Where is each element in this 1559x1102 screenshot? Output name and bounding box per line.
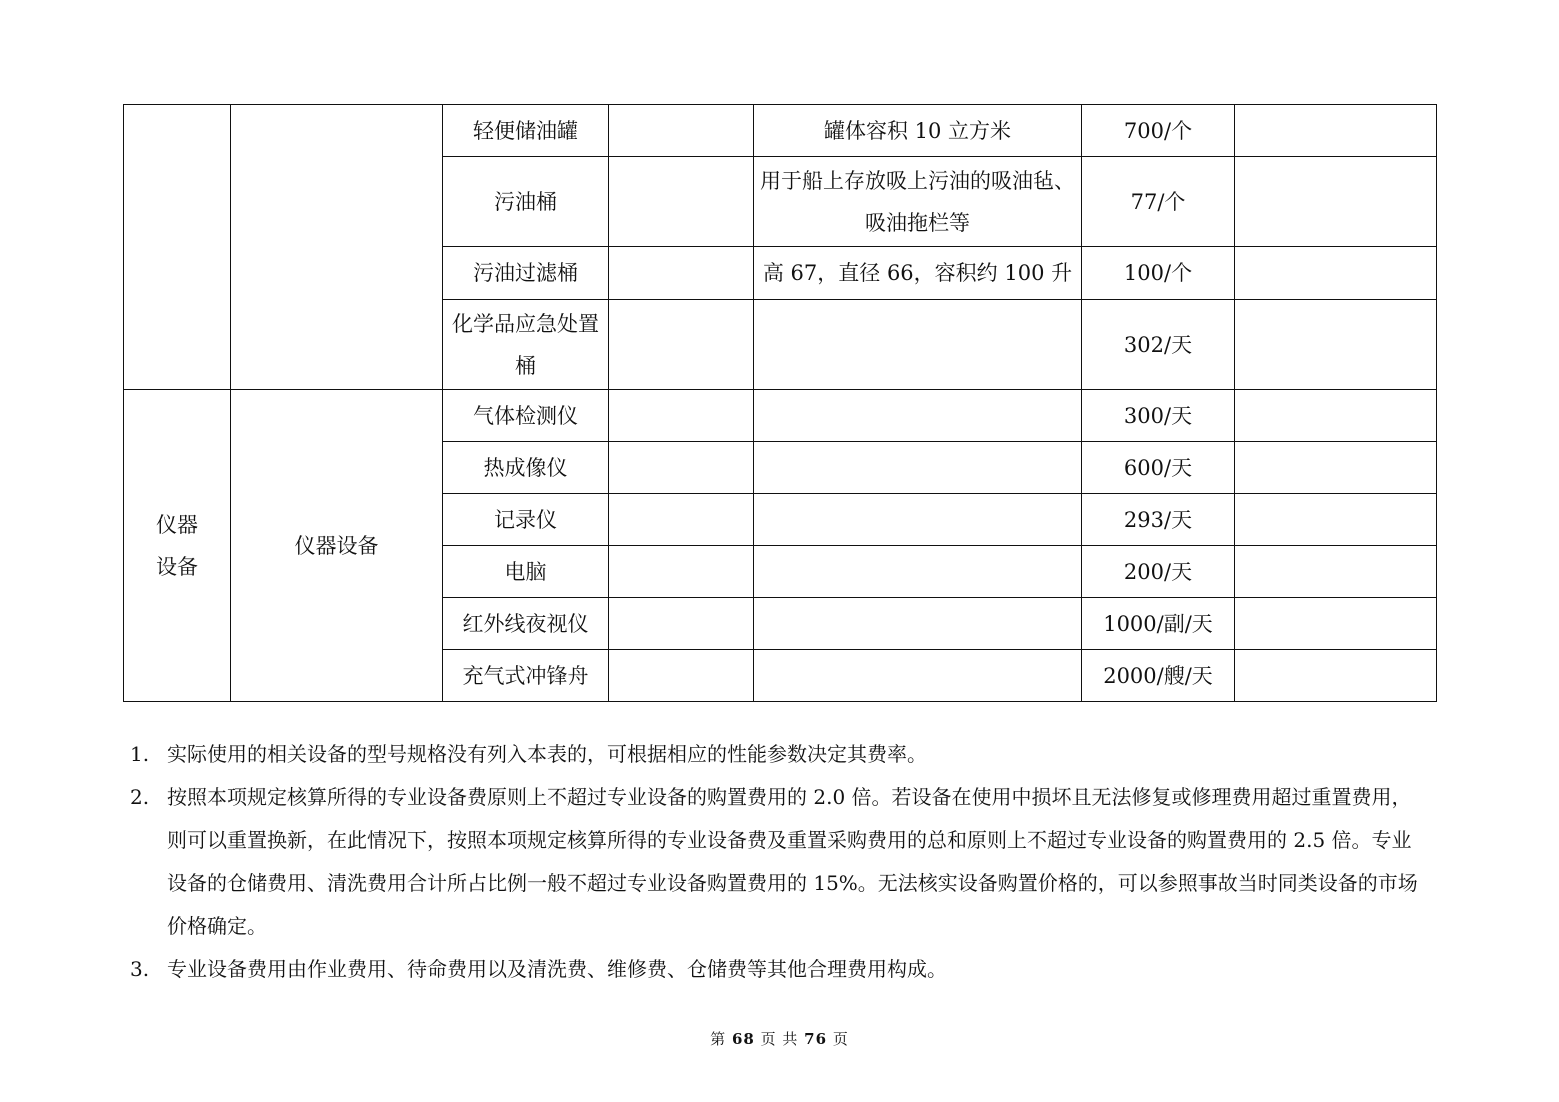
- table-row: [124, 390, 1437, 442]
- note-item: [130, 948, 1430, 991]
- remark-cell: [1235, 105, 1437, 157]
- remark-cell: [1235, 546, 1437, 598]
- remark-cell: [1235, 494, 1437, 546]
- note-number: 3.: [130, 957, 150, 981]
- rate-cell: 77/个: [1082, 157, 1235, 247]
- remark-cell: [1235, 390, 1437, 442]
- page-footer: [0, 1028, 1559, 1049]
- spec-cell: 罐体容积 10 立方米: [754, 105, 1082, 157]
- subcategory-cell: [231, 105, 443, 390]
- notes-list: [130, 733, 1430, 991]
- footer-prefix: 第: [710, 1030, 727, 1048]
- item-cell: 热成像仪: [443, 442, 609, 494]
- page-total: 76: [804, 1030, 828, 1048]
- spec-cell: [754, 650, 1082, 702]
- item-cell: 化学品应急处置桶: [443, 300, 609, 390]
- spec-cell: [754, 442, 1082, 494]
- note-number: 1.: [130, 742, 150, 766]
- item-cell: 记录仪: [443, 494, 609, 546]
- note-item: [130, 733, 1430, 776]
- remark-cell: [1235, 598, 1437, 650]
- rate-cell: 200/天: [1082, 546, 1235, 598]
- model-cell: [609, 598, 754, 650]
- spec-cell: [754, 390, 1082, 442]
- note-text: 实际使用的相关设备的型号规格没有列入本表的，可根据相应的性能参数决定其费率。: [167, 742, 927, 766]
- rate-cell: 700/个: [1082, 105, 1235, 157]
- remark-cell: [1235, 300, 1437, 390]
- category-cell: [124, 105, 231, 390]
- footer-middle: 页 共: [760, 1030, 799, 1048]
- model-cell: [609, 390, 754, 442]
- subcategory-cell: 仪器设备: [231, 390, 443, 702]
- model-cell: [609, 442, 754, 494]
- remark-cell: [1235, 650, 1437, 702]
- item-cell: 电脑: [443, 546, 609, 598]
- spec-cell: 用于船上存放吸上污油的吸油毡、吸油拖栏等: [754, 157, 1082, 247]
- model-cell: [609, 157, 754, 247]
- rate-cell: 100/个: [1082, 247, 1235, 300]
- rate-cell: 2000/艘/天: [1082, 650, 1235, 702]
- rate-cell: 302/天: [1082, 300, 1235, 390]
- item-cell: 污油过滤桶: [443, 247, 609, 300]
- rate-cell: 1000/副/天: [1082, 598, 1235, 650]
- spec-cell: 高 67，直径 66，容积约 100 升: [754, 247, 1082, 300]
- remark-cell: [1235, 247, 1437, 300]
- model-cell: [609, 105, 754, 157]
- note-item: [130, 776, 1430, 948]
- category-cell: 仪器设备: [124, 390, 231, 702]
- rate-cell: 600/天: [1082, 442, 1235, 494]
- spec-cell: [754, 546, 1082, 598]
- item-cell: 充气式冲锋舟: [443, 650, 609, 702]
- table-row: [124, 105, 1437, 157]
- footer-suffix: 页: [832, 1030, 849, 1048]
- rate-cell: 293/天: [1082, 494, 1235, 546]
- spec-cell: [754, 494, 1082, 546]
- note-text: 按照本项规定核算所得的专业设备费原则上不超过专业设备的购置费用的 2.0 倍。若设备在使用中损坏且无法修复或修理费用超过重置费用，则可以重置换新，在此情况下，按照本项规定核算所得的专业设备费及重置采购费用的总和原则上不超过专业设备的购置费用的 2.5 倍。专业设备的仓储费用、清洗费用合计所占比例一般不超过专业设备购置费用的 15%。无法核实设备购置价格的，可以参照事故当时同类设备的市场价格确定。: [167, 785, 1418, 938]
- item-cell: 红外线夜视仪: [443, 598, 609, 650]
- equipment-rate-table: [123, 104, 1437, 702]
- page-number: 68: [731, 1030, 755, 1048]
- note-number: 2.: [130, 785, 150, 809]
- remark-cell: [1235, 442, 1437, 494]
- model-cell: [609, 247, 754, 300]
- model-cell: [609, 300, 754, 390]
- model-cell: [609, 494, 754, 546]
- model-cell: [609, 650, 754, 702]
- spec-cell: [754, 300, 1082, 390]
- rate-cell: 300/天: [1082, 390, 1235, 442]
- item-cell: 污油桶: [443, 157, 609, 247]
- remark-cell: [1235, 157, 1437, 247]
- item-cell: 气体检测仪: [443, 390, 609, 442]
- spec-cell: [754, 598, 1082, 650]
- item-cell: 轻便储油罐: [443, 105, 609, 157]
- note-text: 专业设备费用由作业费用、待命费用以及清洗费、维修费、仓储费等其他合理费用构成。: [167, 957, 947, 981]
- model-cell: [609, 546, 754, 598]
